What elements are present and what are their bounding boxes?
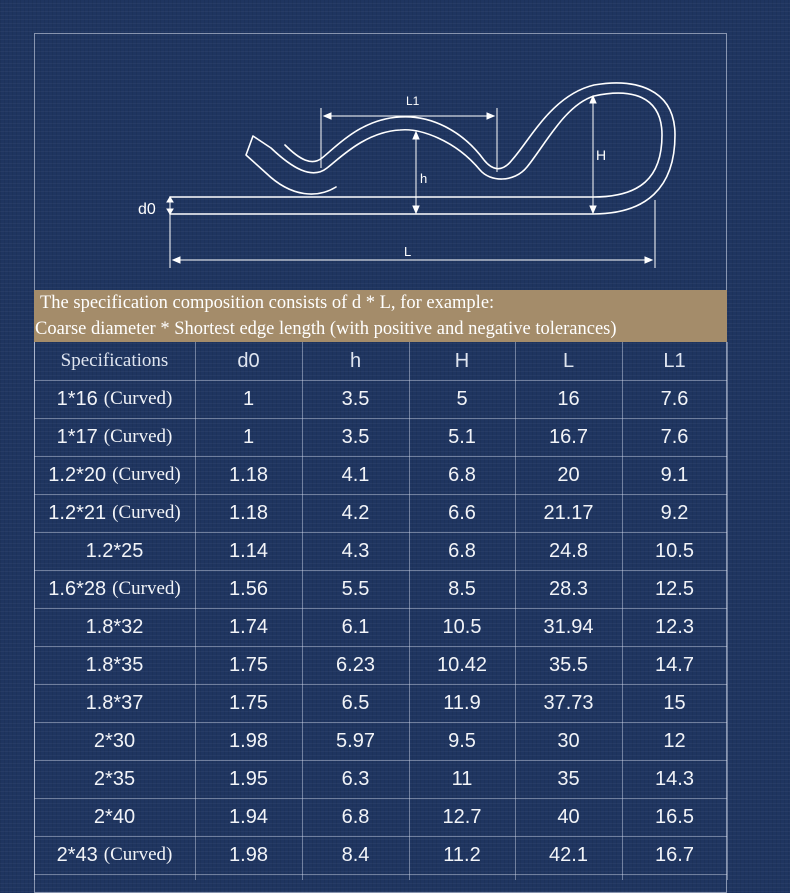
value-cell-l: [515, 570, 622, 608]
value-cell-l: [515, 684, 622, 722]
cell-value: 21.17: [543, 501, 594, 524]
cell-value: 16.5: [655, 805, 694, 828]
header-label: h: [349, 349, 362, 372]
value-cell-d0: [195, 608, 302, 646]
value-cell-l: [515, 532, 622, 570]
cell-value: 35: [557, 767, 580, 790]
value-cell-h: [302, 722, 409, 760]
value-cell-h: [409, 684, 515, 722]
value-cell-l: [515, 456, 622, 494]
spec-cell: [34, 722, 195, 760]
cell-value: 9.1: [660, 463, 689, 486]
cell-value: 11.9: [443, 691, 481, 714]
cell-value: 12: [663, 729, 686, 752]
cell-value: 3.5: [341, 425, 370, 448]
cell-value: 11.2: [443, 843, 481, 866]
value-cell-l1: [622, 836, 727, 874]
cell-value: 10.5: [655, 539, 694, 562]
cell-value: 9.5: [448, 729, 476, 752]
table-header-specifications: [34, 342, 195, 380]
value-cell-l: [515, 722, 622, 760]
value-cell-l1: [622, 684, 727, 722]
cell-value: 24.8: [549, 539, 588, 562]
spec-size: 2*40: [93, 805, 136, 828]
cell-value: 16: [557, 387, 580, 410]
cell-value: 6.1: [341, 615, 370, 638]
cell-value: 16.7: [655, 843, 694, 866]
cell-value: 6.8: [341, 805, 370, 828]
spec-cell: [34, 532, 195, 570]
value-cell-l: [515, 836, 622, 874]
cell-value: 1.98: [229, 729, 268, 752]
spec-description-banner: [34, 290, 727, 342]
value-cell-l1: [622, 646, 727, 684]
spec-size: 2*30: [93, 729, 136, 752]
cell-value: 1.56: [229, 577, 268, 600]
r-clip-diagram: [0, 0, 790, 290]
header-label: d0: [237, 349, 260, 372]
value-cell-l: [515, 798, 622, 836]
cell-value: 7.6: [660, 425, 689, 448]
banner-line-1: The specification composition consists of d * L, for example:: [40, 293, 495, 313]
cell-value: 1.98: [229, 843, 268, 866]
spec-note: (Curved): [103, 426, 173, 447]
table-header-h: [409, 342, 515, 380]
cell-value: 1.18: [229, 463, 268, 486]
cell-value: 15: [663, 691, 686, 714]
spec-note: (Curved): [112, 578, 181, 599]
value-cell-l: [515, 418, 622, 456]
value-cell-h: [302, 570, 409, 608]
header-label: Specifications: [60, 350, 169, 371]
value-cell-h: [302, 380, 409, 418]
spec-size: 1.8*35: [85, 653, 144, 676]
cell-value: 12.3: [655, 615, 694, 638]
value-cell-l: [515, 608, 622, 646]
spec-note: (Curved): [103, 388, 173, 409]
value-cell-d0: [195, 760, 302, 798]
value-cell-h: [409, 570, 515, 608]
cell-value: 35.5: [549, 653, 588, 676]
value-cell-h: [409, 722, 515, 760]
cell-value: 8.5: [448, 577, 476, 600]
value-cell-h: [302, 418, 409, 456]
cell-value: 8.4: [341, 843, 370, 866]
cell-value: 5: [456, 387, 468, 410]
value-cell-h: [302, 836, 409, 874]
value-cell-l: [515, 646, 622, 684]
value-cell-d0: [195, 456, 302, 494]
cell-value: 1.94: [229, 805, 268, 828]
spec-cell: [34, 836, 195, 874]
table-header-l: [515, 342, 622, 380]
value-cell-l1: [622, 570, 727, 608]
value-cell-h: [302, 494, 409, 532]
cell-value: 6.8: [448, 463, 476, 486]
spec-cell: [34, 646, 195, 684]
value-cell-l1: [622, 722, 727, 760]
cell-value: 9.2: [660, 501, 689, 524]
table-header-h: [302, 342, 409, 380]
value-cell-l: [515, 760, 622, 798]
value-cell-l1: [622, 798, 727, 836]
value-cell-d0: [195, 532, 302, 570]
value-cell-h: [409, 798, 515, 836]
value-cell-d0: [195, 646, 302, 684]
spec-size: 1.6*28: [48, 577, 107, 600]
spec-size: 2*35: [93, 767, 136, 790]
cell-value: 10.5: [442, 615, 482, 638]
spec-cell: [34, 418, 195, 456]
value-cell-h: [409, 532, 515, 570]
value-cell-d0: [195, 836, 302, 874]
banner-line-2: Coarse diameter * Shortest edge length (with positive and negative tolerances): [35, 319, 617, 339]
value-cell-h: [409, 456, 515, 494]
cell-value: 30: [557, 729, 580, 752]
value-cell-l: [515, 380, 622, 418]
cell-value: 5.5: [341, 577, 370, 600]
spec-size: 1*16: [56, 387, 98, 410]
spec-size: 2*43: [56, 843, 98, 866]
cell-value: 11: [451, 767, 473, 790]
cell-value: 14.3: [655, 767, 694, 790]
value-cell-l1: [622, 380, 727, 418]
value-cell-h: [302, 646, 409, 684]
spec-size: 1.8*37: [85, 691, 144, 714]
cell-value: 14.7: [655, 653, 694, 676]
value-cell-l1: [622, 608, 727, 646]
value-cell-h: [302, 798, 409, 836]
header-label: H: [454, 349, 470, 372]
spec-size: 1*17: [56, 425, 98, 448]
cell-value: 12.7: [442, 805, 482, 828]
cell-value: 4.3: [341, 539, 370, 562]
cell-value: 20: [557, 463, 580, 486]
spec-cell: [34, 456, 195, 494]
cell-value: 1: [242, 425, 255, 448]
cell-value: 1: [242, 387, 255, 410]
cell-value: 1.75: [229, 691, 268, 714]
cell-value: 6.5: [341, 691, 370, 714]
label-L: L: [404, 244, 412, 259]
cell-value: 5.97: [336, 729, 375, 752]
value-cell-h: [302, 684, 409, 722]
spec-cell: [34, 684, 195, 722]
spec-size: 1.2*25: [85, 539, 144, 562]
value-cell-d0: [195, 684, 302, 722]
spec-note: (Curved): [103, 844, 173, 865]
value-cell-l1: [622, 418, 727, 456]
value-cell-h: [409, 646, 515, 684]
spec-cell: [34, 570, 195, 608]
cell-value: 6.6: [448, 501, 476, 524]
cell-value: 3.5: [341, 387, 370, 410]
cell-value: 16.7: [549, 425, 588, 448]
value-cell-l1: [622, 760, 727, 798]
label-h: h: [420, 171, 428, 186]
value-cell-h: [409, 836, 515, 874]
cell-value: 6.8: [448, 539, 476, 562]
value-cell-l1: [622, 532, 727, 570]
value-cell-h: [302, 608, 409, 646]
cell-value: 42.1: [549, 843, 588, 866]
cell-value: 6.3: [341, 767, 370, 790]
cell-value: 1.75: [229, 653, 268, 676]
value-cell-h: [409, 494, 515, 532]
header-label: L: [562, 349, 575, 372]
value-cell-h: [302, 532, 409, 570]
value-cell-d0: [195, 418, 302, 456]
cell-value: 4.2: [341, 501, 370, 524]
cell-value: 1.18: [229, 501, 268, 524]
value-cell-l1: [622, 494, 727, 532]
table-header-l1: [622, 342, 727, 380]
cell-value: 6.23: [336, 653, 375, 676]
spec-size: 1.8*32: [85, 615, 144, 638]
spec-cell: [34, 608, 195, 646]
value-cell-l1: [622, 456, 727, 494]
spec-cell: [34, 494, 195, 532]
value-cell-h: [302, 456, 409, 494]
value-cell-d0: [195, 380, 302, 418]
cell-value: 10.42: [436, 653, 488, 676]
cell-value: 37.73: [543, 691, 594, 714]
value-cell-d0: [195, 798, 302, 836]
label-L1: L1: [406, 94, 420, 108]
cell-value: 40: [557, 805, 580, 828]
cell-value: 7.6: [660, 387, 689, 410]
cell-value: 4.1: [341, 463, 370, 486]
value-cell-h: [409, 760, 515, 798]
spec-size: 1.2*21: [48, 501, 107, 524]
cell-value: 1.14: [229, 539, 268, 562]
cell-value: 1.74: [229, 615, 268, 638]
spec-cell: [34, 760, 195, 798]
spec-size: 1.2*20: [48, 463, 107, 486]
spec-note: (Curved): [112, 502, 181, 523]
cell-value: 1.95: [229, 767, 268, 790]
spec-cell: [34, 798, 195, 836]
value-cell-h: [409, 418, 515, 456]
header-label: L1: [663, 349, 686, 372]
label-d0: d0: [138, 201, 156, 218]
value-cell-d0: [195, 494, 302, 532]
value-cell-h: [409, 380, 515, 418]
value-cell-l: [515, 494, 622, 532]
spec-note: (Curved): [112, 464, 181, 485]
cell-value: 5.1: [448, 425, 476, 448]
table-header-d0: [195, 342, 302, 380]
value-cell-d0: [195, 570, 302, 608]
cell-value: 31.94: [543, 615, 594, 638]
label-H: H: [596, 147, 607, 163]
spec-cell: [34, 380, 195, 418]
cell-value: 28.3: [549, 577, 588, 600]
value-cell-h: [409, 608, 515, 646]
value-cell-h: [302, 760, 409, 798]
value-cell-d0: [195, 722, 302, 760]
cell-value: 12.5: [655, 577, 694, 600]
